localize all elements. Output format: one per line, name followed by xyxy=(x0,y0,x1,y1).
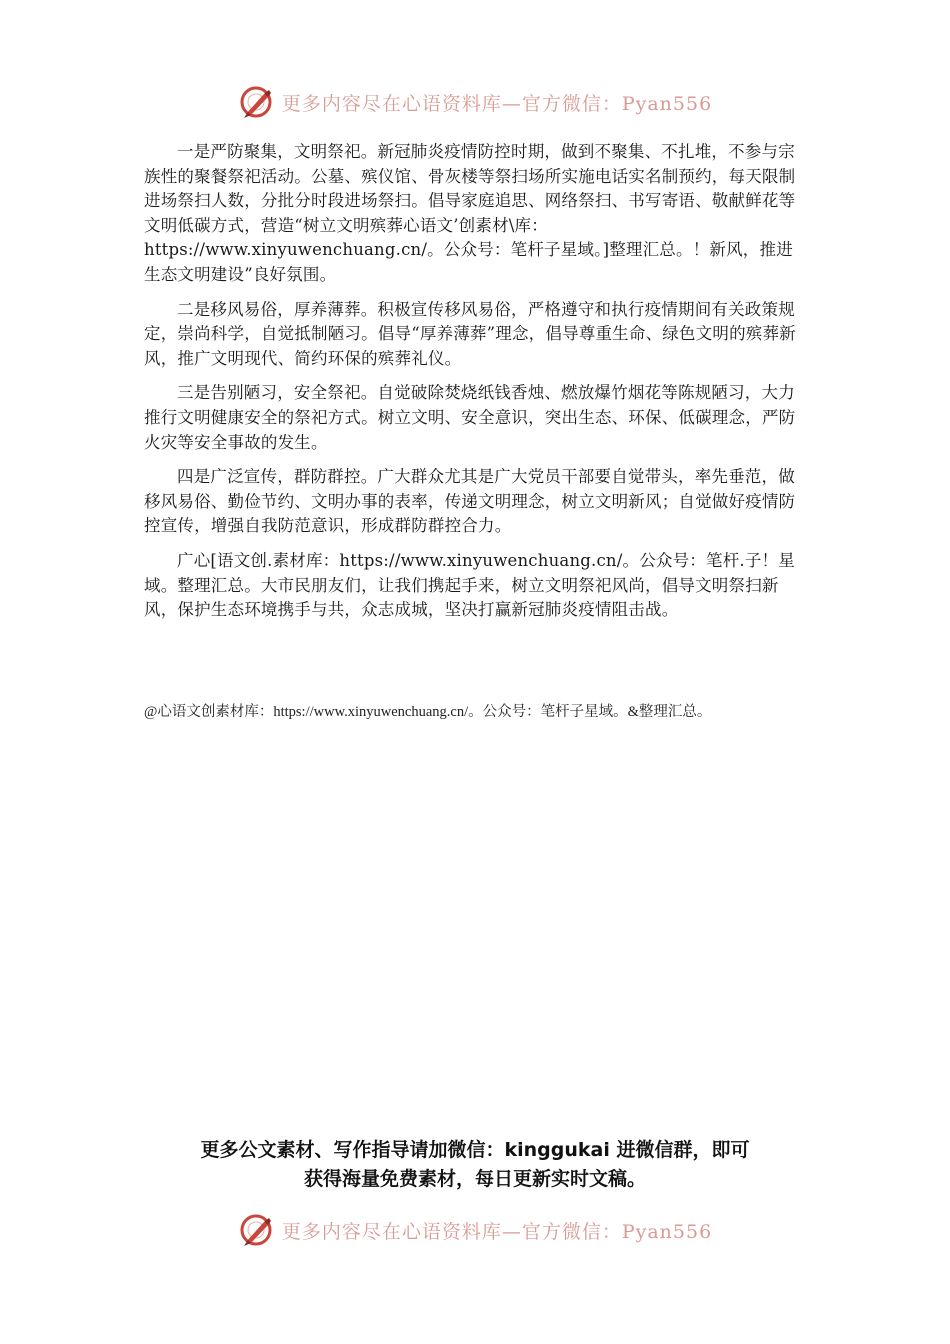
footer-banner-text: 更多内容尽在心语资料库—官方微信：Pyan556 xyxy=(281,1220,713,1243)
paragraph-1: 一是严防聚集，文明祭祀。新冠肺炎疫情防控时期，做到不聚集、不扎堆，不参与宗族性的聚餐祭祀活动。公墓、殡仪馆、骨灰楼等祭扫场所实施电话实名制预约，每天限制进场祭扫人数，分批分时段进场祭扫。倡导家庭追思、网络祭扫、书写寄语、敬献鲜花等文明低碳方式，营造“树立文明殡葬心语文’创素材\库：https://www.xinyuwenchuang.cn/。公众号：笔杆子星域。]整理汇总。！新风，推进生态文明建设”良好氛围。 xyxy=(144,142,796,284)
promo-block xyxy=(100,1136,850,1194)
paragraph-3: 三是告别陋习，安全祭祀。自觉破除焚烧纸钱香烛、燃放爆竹烟花等陈规陋习，大力推行文明健康安全的祭祀方式。树立文明、安全意识，突出生态、环保、低碳理念，严防火灾等安全事故的发生。 xyxy=(144,383,796,452)
source-footnote: @心语文创素材库：https://www.xinyuwenchuang.cn/。公众号：笔杆子星域。&整理汇总。 xyxy=(144,704,712,720)
fountain-pen-logo-icon xyxy=(238,1212,274,1248)
document-body xyxy=(144,140,808,633)
promo-line-2: 获得海量免费素材，每日更新实时文稿。 xyxy=(303,1168,646,1190)
fountain-pen-logo-icon xyxy=(238,84,274,120)
paragraph-5: 广心[语文创.素材库：https://www.xinyuwenchuang.cn/。公众号：笔杆.子！星域。整理汇总。大市民朋友们，让我们携起手来，树立文明祭祀风尚，倡导文明祭扫新风，保护生态环境携手与共，众志成城，坚决打赢新冠肺炎疫情阻击战。 xyxy=(144,550,795,620)
promo-line-1: 更多公文素材、写作指导请加微信：kinggukai 进微信群，即可 xyxy=(200,1139,750,1161)
header-banner xyxy=(0,80,950,124)
paragraph-2: 二是移风易俗，厚养薄葬。积极宣传移风易俗，严格遵守和执行疫情期间有关政策规定，崇尚科学，自觉抵制陋习。倡导“厚养薄葬”理念，倡导尊重生命、绿色文明的殡葬新风，推广文明现代、简约环保的殡葬礼仪。 xyxy=(144,299,796,368)
paragraph-4: 四是广泛宣传，群防群控。广大群众尤其是广大党员干部要自觉带头，率先垂范，做移风易俗、勤俭节约、文明办事的表率，传递文明理念，树立文明新风；自觉做好疫情防控宣传，增强自我防范意识，形成群防群控合力。 xyxy=(144,467,796,536)
footer-banner xyxy=(0,1208,950,1252)
header-banner-text: 更多内容尽在心语资料库—官方微信：Pyan556 xyxy=(281,92,713,115)
